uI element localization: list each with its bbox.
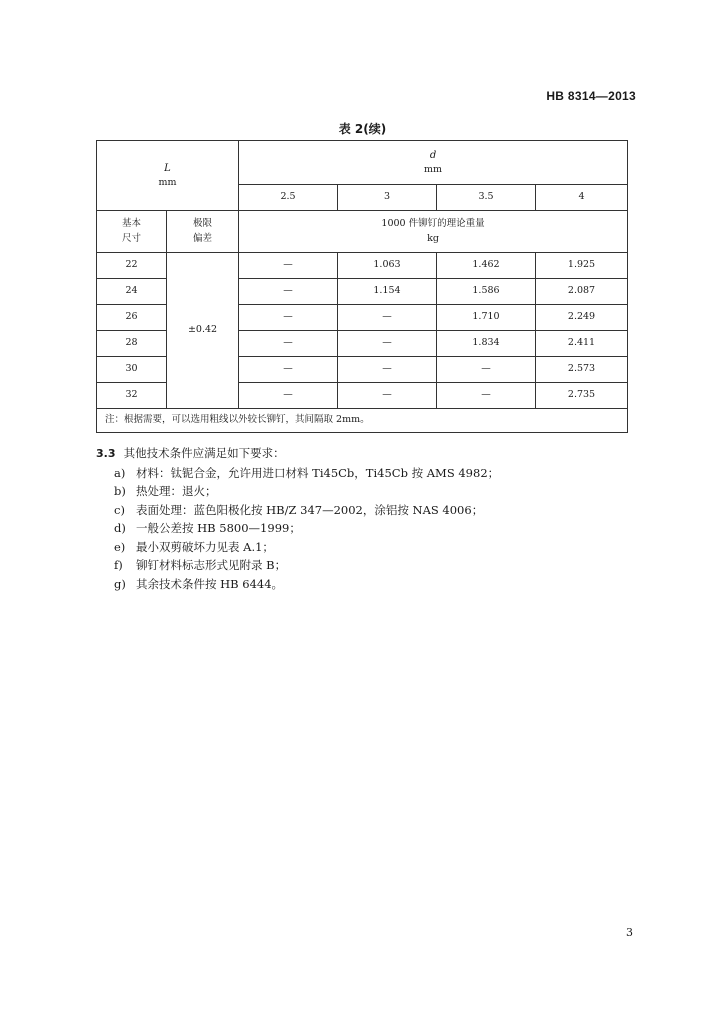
value-cell: — bbox=[338, 357, 437, 383]
size-cell: 28 bbox=[97, 331, 167, 357]
rivet-weight-table bbox=[96, 140, 628, 433]
d-symbol: d bbox=[429, 149, 437, 161]
header-weight bbox=[239, 211, 628, 253]
value-cell: — bbox=[338, 305, 437, 331]
value-cell: 1.154 bbox=[338, 279, 437, 305]
value-cell: — bbox=[239, 331, 338, 357]
item-text: 一般公差按 HB 5800—1999； bbox=[136, 521, 301, 535]
page-number: 3 bbox=[626, 926, 633, 939]
item-text: 表面处理：蓝色阳极化按 HB/Z 347—2002，涂铝按 NAS 4006； bbox=[136, 502, 484, 517]
value-cell: 2.087 bbox=[536, 279, 628, 305]
size-cell: 26 bbox=[97, 305, 167, 331]
value-cell: 2.249 bbox=[536, 305, 628, 331]
item-label: f) bbox=[114, 558, 123, 572]
tolerance-line: 极限 bbox=[192, 218, 212, 230]
L-unit: mm bbox=[158, 176, 177, 188]
item-label: d) bbox=[114, 521, 126, 535]
d-unit: mm bbox=[424, 163, 443, 175]
table-row bbox=[97, 253, 628, 279]
value-cell: — bbox=[239, 305, 338, 331]
value-cell: 2.735 bbox=[536, 383, 628, 409]
tolerance-cell: ±0.42 bbox=[167, 253, 239, 409]
d-value: 4 bbox=[536, 185, 628, 211]
value-cell: 1.710 bbox=[437, 305, 536, 331]
list-item bbox=[96, 556, 636, 575]
value-cell: 2.573 bbox=[536, 357, 628, 383]
standard-number: HB 8314—2013 bbox=[546, 89, 636, 103]
item-label: g) bbox=[114, 576, 126, 591]
d-value: 2.5 bbox=[239, 185, 338, 211]
value-cell: 1.834 bbox=[437, 331, 536, 357]
value-cell: — bbox=[437, 383, 536, 409]
header-d bbox=[239, 141, 628, 185]
list-item bbox=[96, 464, 636, 483]
item-label: a) bbox=[114, 465, 126, 480]
size-cell: 30 bbox=[97, 357, 167, 383]
weight-unit: kg bbox=[427, 232, 439, 244]
basic-size-line: 尺寸 bbox=[121, 232, 141, 244]
section-number: 3.3 bbox=[96, 447, 116, 460]
item-label: b) bbox=[114, 484, 126, 498]
value-cell: — bbox=[239, 383, 338, 409]
value-cell: 1.586 bbox=[437, 279, 536, 305]
item-text: 材料：钛铌合金，允许用进口材料 Ti45Cb，Ti45Cb 按 AMS 4982； bbox=[136, 465, 500, 480]
item-text: 其余技术条件按 HB 6444。 bbox=[136, 576, 284, 591]
basic-size-line: 基本 bbox=[121, 218, 141, 230]
value-cell: — bbox=[338, 383, 437, 409]
weight-label: 1000 件铆钉的理论重量 bbox=[381, 218, 485, 230]
value-cell: 1.462 bbox=[437, 253, 536, 279]
section-heading bbox=[96, 444, 636, 464]
list-item bbox=[96, 519, 636, 538]
list-item bbox=[96, 575, 636, 594]
list-item bbox=[96, 538, 636, 557]
table-title: 表 2(续) bbox=[338, 122, 387, 136]
item-label: e) bbox=[114, 539, 126, 554]
item-text: 铆钉材料标志形式见附录 B； bbox=[136, 558, 287, 572]
header-basic-size bbox=[97, 211, 167, 253]
value-cell: 1.925 bbox=[536, 253, 628, 279]
list-item bbox=[96, 501, 636, 520]
item-text: 热处理：退火； bbox=[136, 484, 217, 498]
value-cell: 2.411 bbox=[536, 331, 628, 357]
d-value: 3.5 bbox=[437, 185, 536, 211]
size-cell: 32 bbox=[97, 383, 167, 409]
section-title: 其他技术条件应满足如下要求： bbox=[123, 446, 285, 460]
value-cell: — bbox=[239, 253, 338, 279]
section-3-3 bbox=[96, 444, 636, 593]
size-cell: 22 bbox=[97, 253, 167, 279]
d-value: 3 bbox=[338, 185, 437, 211]
value-cell: 1.063 bbox=[338, 253, 437, 279]
tolerance-line: 偏差 bbox=[192, 232, 212, 244]
header-tolerance bbox=[167, 211, 239, 253]
list-item bbox=[96, 482, 636, 501]
size-cell: 24 bbox=[97, 279, 167, 305]
item-label: c) bbox=[114, 502, 125, 517]
value-cell: — bbox=[239, 357, 338, 383]
item-text: 最小双剪破坏力见表 A.1； bbox=[136, 539, 274, 554]
header-L bbox=[97, 141, 239, 211]
value-cell: — bbox=[437, 357, 536, 383]
value-cell: — bbox=[239, 279, 338, 305]
table-note: 注：根据需要，可以选用粗线以外较长铆钉，其间隔取 2mm。 bbox=[97, 409, 628, 433]
value-cell: — bbox=[338, 331, 437, 357]
L-symbol: L bbox=[164, 162, 171, 174]
